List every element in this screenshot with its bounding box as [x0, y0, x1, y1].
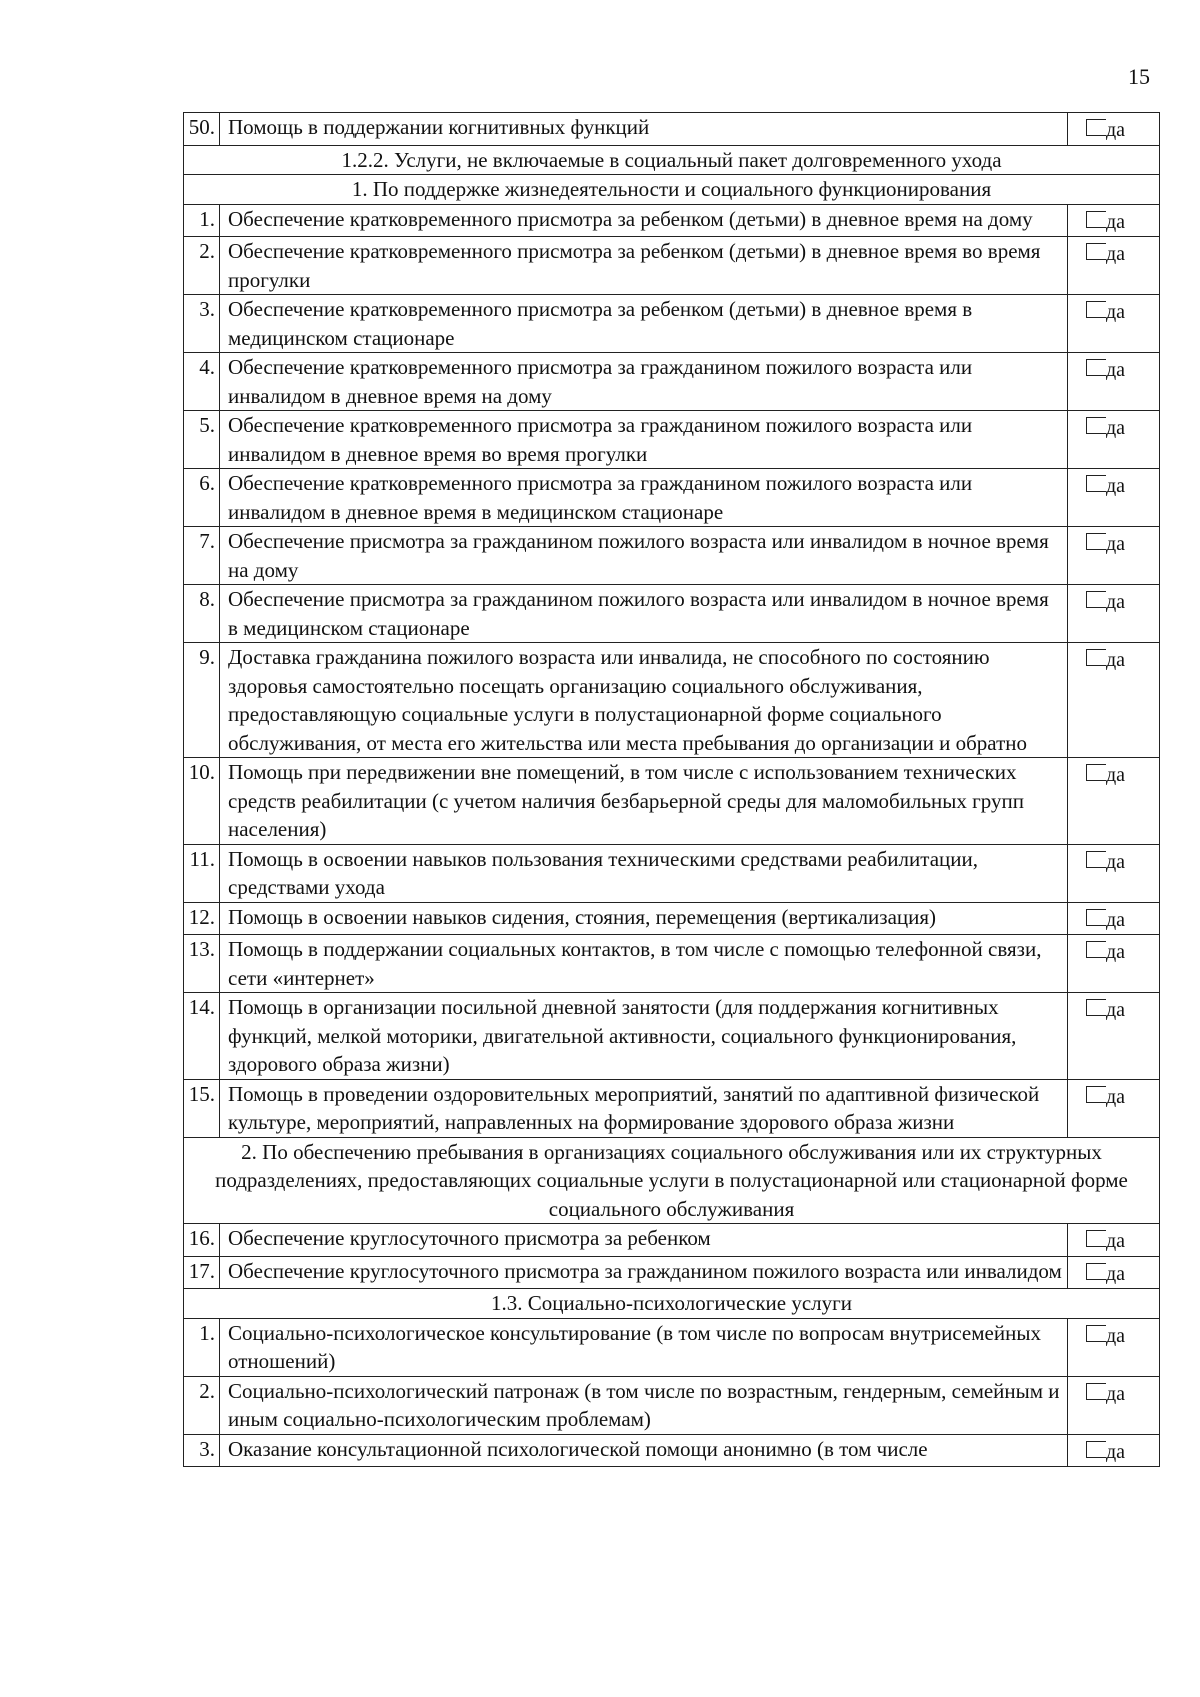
answer-cell — [1068, 1224, 1160, 1257]
service-row — [184, 935, 1160, 993]
service-row — [184, 527, 1160, 585]
service-row — [184, 844, 1160, 902]
services-table-body — [184, 113, 1160, 1467]
checkbox[interactable] — [1086, 909, 1106, 926]
checkbox[interactable] — [1086, 417, 1106, 434]
checkbox-label: да — [1106, 533, 1126, 555]
service-row — [184, 643, 1160, 758]
service-description: Обеспечение присмотра за гражданином пожилого возраста или инвалидом в ночное время в медицинском стационаре — [220, 585, 1068, 643]
service-description: Социально-психологическое консультирование (в том числе по вопросам внутрисемейных отношений) — [220, 1318, 1068, 1376]
row-number: 17. — [184, 1256, 220, 1289]
checkbox-label: да — [1106, 764, 1126, 786]
answer-cell — [1068, 469, 1160, 527]
checkbox[interactable] — [1086, 359, 1106, 376]
answer-cell — [1068, 1079, 1160, 1137]
answer-cell — [1068, 527, 1160, 585]
service-description: Обеспечение кратковременного присмотра за ребенком (детьми) в дневное время в медицинском стационаре — [220, 295, 1068, 353]
answer-cell — [1068, 935, 1160, 993]
service-description: Помощь в поддержании социальных контактов, в том числе с помощью телефонной связи, сети «интернет» — [220, 935, 1068, 993]
service-description: Обеспечение круглосуточного присмотра за гражданином пожилого возраста или инвалидом — [220, 1256, 1068, 1289]
service-row — [184, 758, 1160, 845]
checkbox[interactable] — [1086, 649, 1106, 666]
answer-cell — [1068, 295, 1160, 353]
service-row — [184, 237, 1160, 295]
checkbox[interactable] — [1086, 591, 1106, 608]
checkbox-label: да — [1106, 359, 1126, 381]
answer-cell — [1068, 993, 1160, 1080]
checkbox[interactable] — [1086, 1325, 1106, 1342]
answer-cell — [1068, 844, 1160, 902]
checkbox[interactable] — [1086, 475, 1106, 492]
checkbox-label: да — [1106, 1440, 1126, 1463]
row-number: 11. — [184, 844, 220, 902]
answer-cell — [1068, 1318, 1160, 1376]
checkbox-label: да — [1106, 301, 1126, 323]
row-number: 6. — [184, 469, 220, 527]
service-description: Помощь в поддержании когнитивных функций — [220, 113, 1068, 146]
row-number: 12. — [184, 902, 220, 935]
service-description: Помощь в организации посильной дневной занятости (для поддержания когнитивных функций, мелкой моторики, двигательной активности, социального функционирования, здорового образа жизни) — [220, 993, 1068, 1080]
service-description: Помощь при передвижении вне помещений, в том числе с использованием технических средств реабилитации (с учетом наличия безбарьерной среды для маломобильных групп населения) — [220, 758, 1068, 845]
checkbox-label: да — [1106, 649, 1126, 671]
answer-cell — [1068, 204, 1160, 237]
answer-cell — [1068, 758, 1160, 845]
service-description: Обеспечение круглосуточного присмотра за ребенком — [220, 1224, 1068, 1257]
checkbox-label: да — [1106, 210, 1126, 233]
service-row — [184, 204, 1160, 237]
checkbox[interactable] — [1086, 851, 1106, 868]
checkbox[interactable] — [1086, 1441, 1106, 1458]
row-number: 16. — [184, 1224, 220, 1257]
checkbox[interactable] — [1086, 301, 1106, 318]
answer-cell — [1068, 585, 1160, 643]
service-description: Оказание консультационной психологической помощи анонимно (в том числе — [220, 1434, 1068, 1467]
row-number: 15. — [184, 1079, 220, 1137]
row-number: 8. — [184, 585, 220, 643]
service-row — [184, 1376, 1160, 1434]
service-description: Доставка гражданина пожилого возраста или инвалида, не способного по состоянию здоровья самостоятельно посещать организацию социального обслуживания, предоставляющую социальные услуги в полустационарной форме социального обслуживания, от места его жительства или места пребывания до организации и обратно — [220, 643, 1068, 758]
checkbox[interactable] — [1086, 764, 1106, 781]
row-number: 4. — [184, 353, 220, 411]
checkbox[interactable] — [1086, 1086, 1106, 1103]
checkbox[interactable] — [1086, 211, 1106, 228]
section-row — [184, 175, 1160, 205]
answer-cell — [1068, 1434, 1160, 1467]
row-number: 3. — [184, 1434, 220, 1467]
section-heading: 2. По обеспечению пребывания в организациях социального обслуживания или их структурных подразделениях, предоставляющих социальные услуги в полустационарной или стационарной форме социального обслуживания — [184, 1137, 1160, 1224]
section-heading: 1.2.2. Услуги, не включаемые в социальный пакет долговременного ухода — [184, 145, 1160, 175]
checkbox-label: да — [1106, 999, 1126, 1021]
checkbox-label: да — [1106, 417, 1126, 439]
service-row — [184, 295, 1160, 353]
checkbox[interactable] — [1086, 119, 1106, 136]
row-number: 1. — [184, 1318, 220, 1376]
checkbox-label: да — [1106, 1324, 1126, 1347]
section-heading: 1. По поддержке жизнедеятельности и социального функционирования — [184, 175, 1160, 205]
row-number: 2. — [184, 237, 220, 295]
answer-cell — [1068, 353, 1160, 411]
service-row — [184, 1079, 1160, 1137]
checkbox[interactable] — [1086, 941, 1106, 958]
checkbox[interactable] — [1086, 1230, 1106, 1247]
checkbox[interactable] — [1086, 533, 1106, 550]
service-description: Обеспечение кратковременного присмотра за гражданином пожилого возраста или инвалидом в дневное время в медицинском стационаре — [220, 469, 1068, 527]
row-number: 2. — [184, 1376, 220, 1434]
service-description: Помощь в освоении навыков сидения, стояния, перемещения (вертикализация) — [220, 902, 1068, 935]
service-row — [184, 993, 1160, 1080]
checkbox-label: да — [1106, 1262, 1126, 1285]
answer-cell — [1068, 1256, 1160, 1289]
row-number: 9. — [184, 643, 220, 758]
checkbox-label: да — [1106, 941, 1126, 963]
checkbox-label: да — [1106, 119, 1126, 141]
checkbox-label: да — [1106, 1382, 1126, 1405]
answer-cell — [1068, 902, 1160, 935]
row-number: 3. — [184, 295, 220, 353]
checkbox[interactable] — [1086, 1383, 1106, 1400]
checkbox[interactable] — [1086, 1263, 1106, 1280]
checkbox-label: да — [1106, 1230, 1126, 1252]
service-row — [184, 113, 1160, 146]
row-number: 7. — [184, 527, 220, 585]
service-row — [184, 411, 1160, 469]
service-description: Обеспечение кратковременного присмотра за ребенком (детьми) в дневное время на дому — [220, 204, 1068, 237]
row-number: 13. — [184, 935, 220, 993]
service-row — [184, 353, 1160, 411]
service-description: Обеспечение кратковременного присмотра за гражданином пожилого возраста или инвалидом в дневное время на дому — [220, 353, 1068, 411]
service-description: Помощь в освоении навыков пользования техническими средствами реабилитации, средствами ухода — [220, 844, 1068, 902]
checkbox-label: да — [1106, 850, 1126, 873]
checkbox-label: да — [1106, 243, 1126, 265]
row-number: 14. — [184, 993, 220, 1080]
row-number: 10. — [184, 758, 220, 845]
checkbox-label: да — [1106, 475, 1126, 497]
answer-cell — [1068, 237, 1160, 295]
service-row — [184, 1256, 1160, 1289]
service-description: Обеспечение присмотра за гражданином пожилого возраста или инвалидом в ночное время на дому — [220, 527, 1068, 585]
answer-cell — [1068, 411, 1160, 469]
checkbox-label: да — [1106, 591, 1126, 613]
row-number: 5. — [184, 411, 220, 469]
answer-cell — [1068, 643, 1160, 758]
service-row — [184, 585, 1160, 643]
page-number: 15 — [1128, 64, 1150, 89]
service-row — [184, 469, 1160, 527]
service-row — [184, 1434, 1160, 1467]
section-row — [184, 1137, 1160, 1224]
service-description: Обеспечение кратковременного присмотра за гражданином пожилого возраста или инвалидом в дневное время во время прогулки — [220, 411, 1068, 469]
checkbox[interactable] — [1086, 243, 1106, 260]
answer-cell — [1068, 1376, 1160, 1434]
checkbox[interactable] — [1086, 999, 1106, 1016]
checkbox-label: да — [1106, 908, 1126, 931]
answer-cell — [1068, 113, 1160, 146]
service-description: Социально-психологический патронаж (в том числе по возрастным, гендерным, семейным и иным социально-психологическим проблемам) — [220, 1376, 1068, 1434]
services-table — [183, 112, 1160, 1467]
checkbox-label: да — [1106, 1085, 1126, 1108]
service-description: Помощь в проведении оздоровительных мероприятий, занятий по адаптивной физической культуре, мероприятий, направленных на формирование здорового образа жизни — [220, 1079, 1068, 1137]
section-row — [184, 1289, 1160, 1319]
section-row — [184, 145, 1160, 175]
service-row — [184, 1224, 1160, 1257]
service-row — [184, 1318, 1160, 1376]
section-heading: 1.3. Социально-психологические услуги — [184, 1289, 1160, 1319]
row-number: 50. — [184, 113, 220, 146]
row-number: 1. — [184, 204, 220, 237]
service-row — [184, 902, 1160, 935]
service-description: Обеспечение кратковременного присмотра за ребенком (детьми) в дневное время во время прогулки — [220, 237, 1068, 295]
